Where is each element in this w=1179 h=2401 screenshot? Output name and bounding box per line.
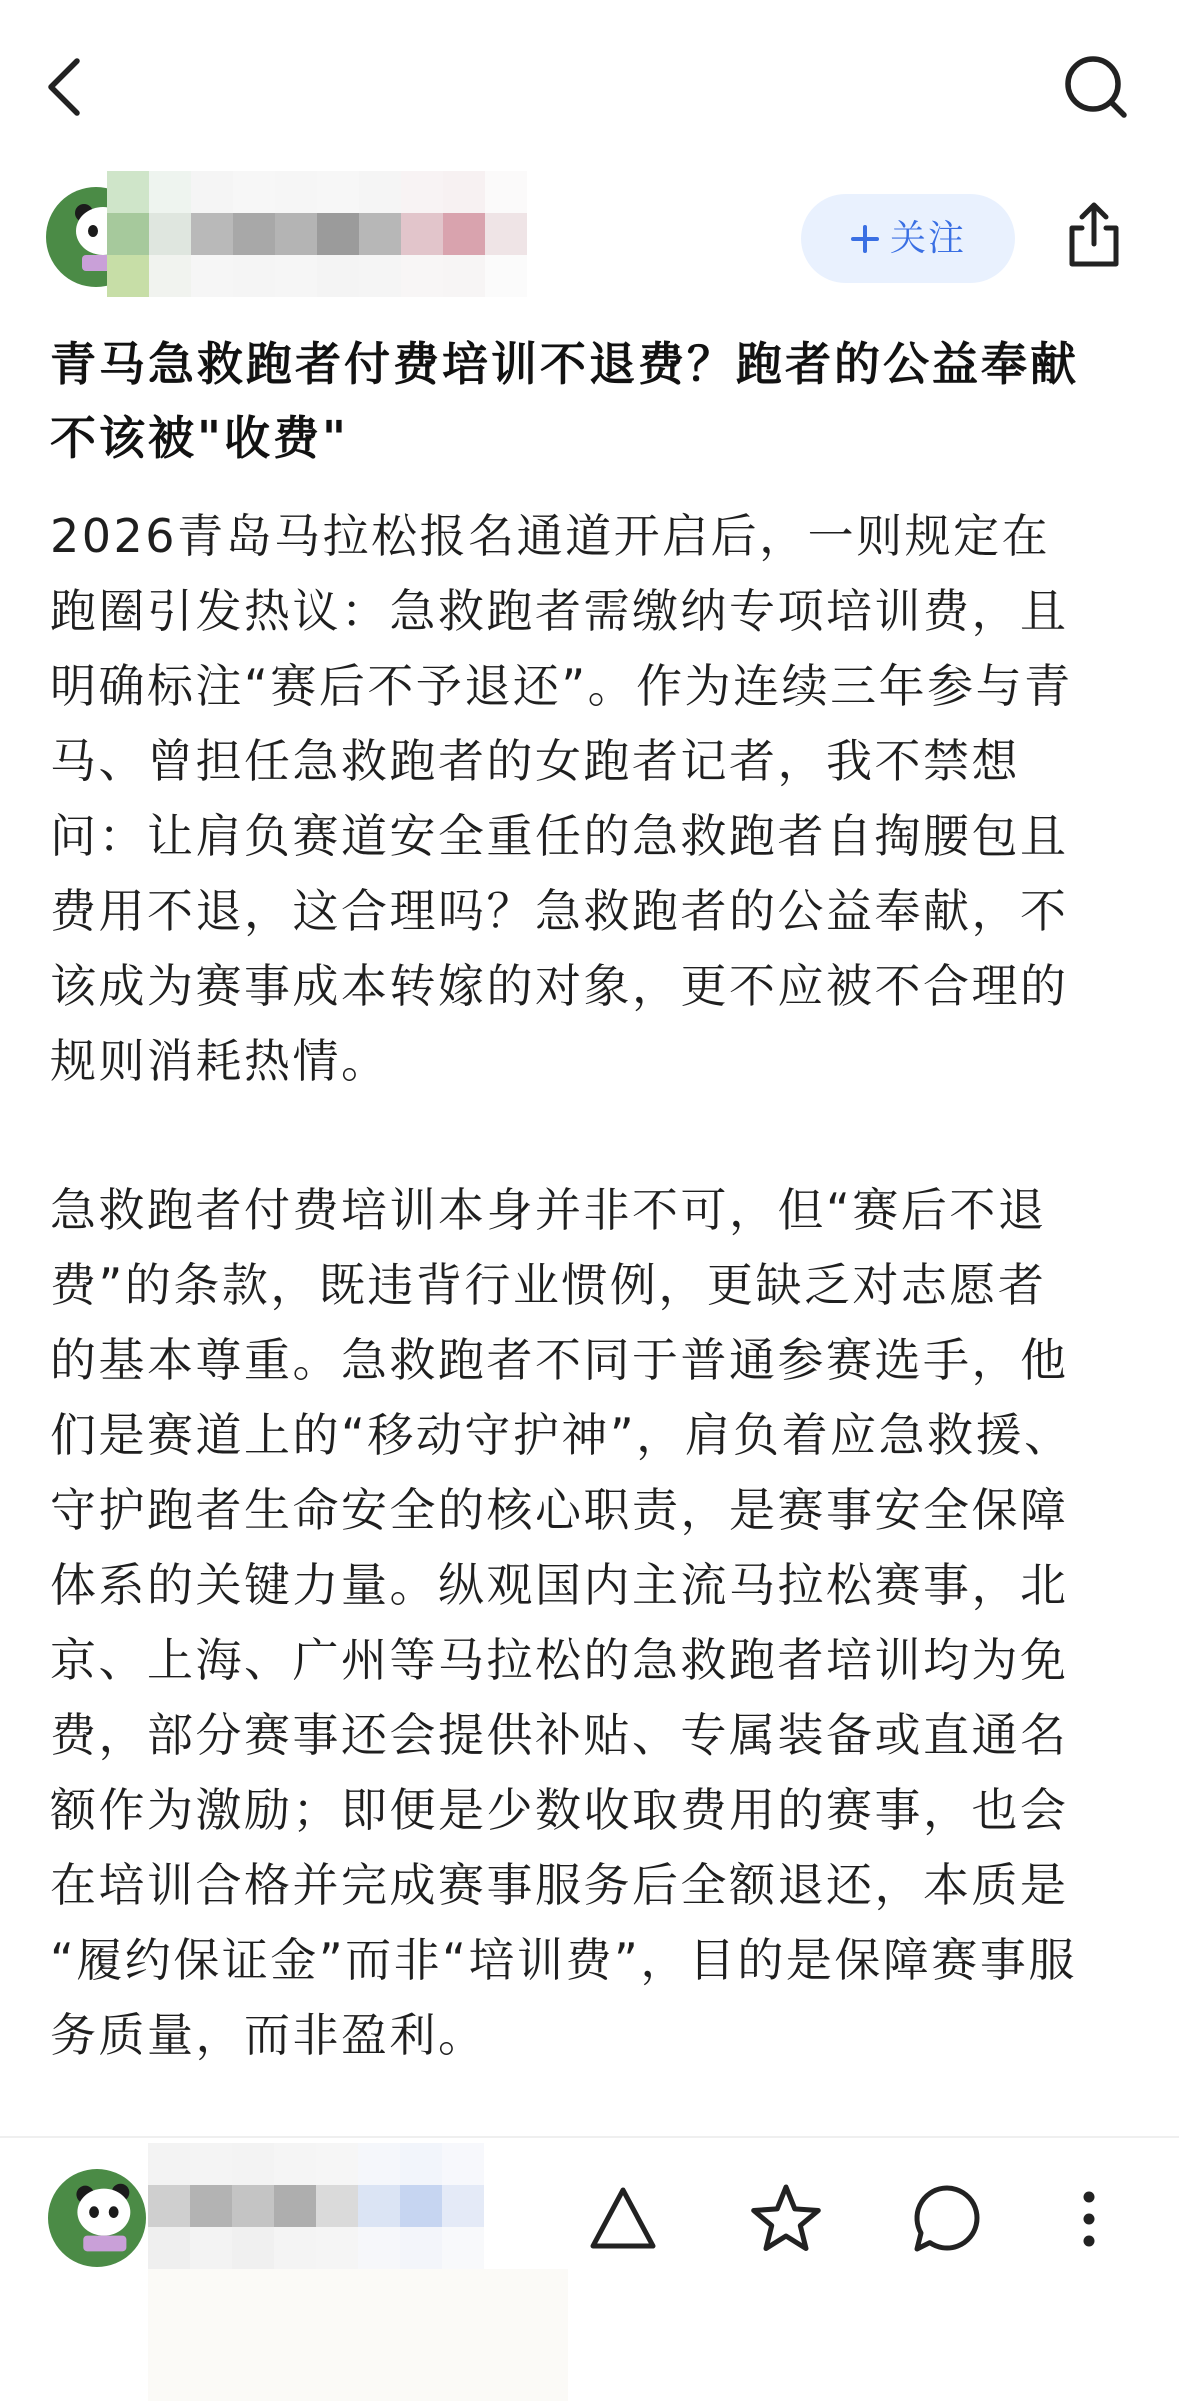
chevron-left-icon[interactable] — [44, 56, 84, 118]
favorite-icon[interactable] — [748, 2182, 824, 2256]
paragraph-line: 该成为赛事成本转嫁的对象，更不应被不合理的 — [50, 959, 1069, 1013]
paragraph-line: 们是赛道上的“移动守护神”，肩负着应急救援、 — [50, 1408, 1073, 1462]
bottom-bar-divider — [0, 2136, 1179, 2138]
paragraph-line: 体系的关键力量。纵观国内主流马拉松赛事，北 — [50, 1558, 1069, 1612]
paragraph-line: 费，部分赛事还会提供补贴、专属装备或直通名 — [50, 1708, 1069, 1762]
paragraph-line: 急救跑者付费培训本身并非不可，但“赛后不退 — [50, 1183, 1047, 1237]
paragraph-line: 京、上海、广州等马拉松的急救跑者培训均为免 — [50, 1633, 1069, 1687]
paragraph-line: 问：让肩负赛道安全重任的急救跑者自掏腰包且 — [50, 809, 1069, 863]
paragraph-line: 额作为激励；即便是少数收取费用的赛事，也会 — [50, 1783, 1069, 1837]
redacted-author-name[interactable] — [148, 2143, 484, 2269]
redacted-author-name[interactable] — [107, 171, 527, 297]
article-paragraph — [50, 1173, 1170, 2073]
paragraph-line: “履约保证金”而非“培训费”，目的是保障赛事服 — [50, 1933, 1077, 1987]
article-title-line: 青马急救跑者付费培训不退费？跑者的公益奉献 — [50, 337, 1079, 391]
article-paragraph — [50, 499, 1170, 1099]
plus-icon — [850, 224, 880, 254]
paragraph-line: 守护跑者生命安全的核心职责，是赛事安全保障 — [50, 1483, 1069, 1537]
follow-button[interactable] — [801, 194, 1015, 283]
paragraph-line: 费”的条款，既违背行业惯例，更缺乏对志愿者 — [50, 1258, 1047, 1312]
paragraph-line: 2026青岛马拉松报名通道开启后，一则规定在 — [50, 509, 1051, 563]
paragraph-line: 的基本尊重。急救跑者不同于普通参赛选手，他 — [50, 1333, 1069, 1387]
like-icon[interactable] — [587, 2184, 659, 2254]
share-icon[interactable] — [1060, 200, 1128, 270]
search-icon[interactable] — [1062, 53, 1132, 123]
comment-icon[interactable] — [910, 2184, 984, 2256]
follow-label: 关注 — [889, 217, 966, 259]
article-title-line: 不该被"收费" — [50, 411, 349, 465]
more-icon[interactable] — [1074, 2187, 1104, 2251]
avatar[interactable] — [48, 2169, 146, 2267]
paragraph-line: 跑圈引发热议：急救跑者需缴纳专项培训费，且 — [50, 584, 1069, 638]
article-title — [50, 327, 1160, 475]
paragraph-line: 明确标注“赛后不予退还”。作为连续三年参与青 — [50, 659, 1073, 713]
paragraph-line: 在培训合格并完成赛事服务后全额退还，本质是 — [50, 1858, 1069, 1912]
paragraph-line: 规则消耗热情。 — [50, 1034, 390, 1088]
paragraph-line: 费用不退，这合理吗？急救跑者的公益奉献，不 — [50, 884, 1069, 938]
paragraph-line: 务质量，而非盈利。 — [50, 2008, 487, 2062]
redaction-fade — [148, 2269, 568, 2401]
paragraph-line: 马、曾担任急救跑者的女跑者记者，我不禁想 — [50, 734, 1020, 788]
